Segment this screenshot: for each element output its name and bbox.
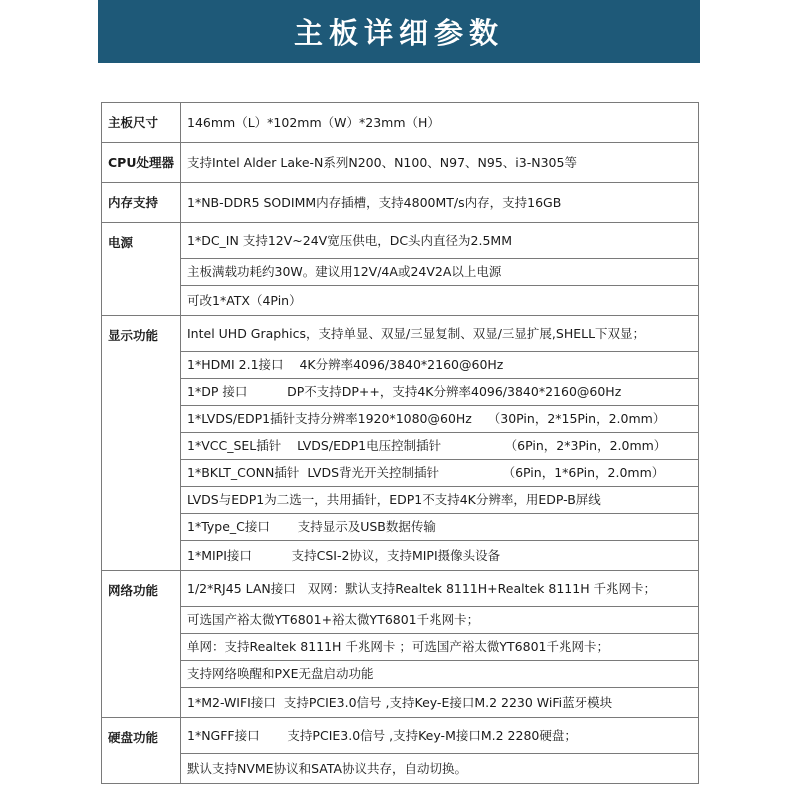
spec-value: 默认支持NVME协议和SATA协议共存，自动切换。 xyxy=(181,754,699,784)
table-row xyxy=(102,607,699,634)
table-row xyxy=(102,223,699,259)
row-label-memory: 内存支持 xyxy=(102,183,181,223)
table-row xyxy=(102,541,699,571)
title-banner xyxy=(98,0,700,63)
row-label-display: 显示功能 xyxy=(102,316,181,571)
table-row xyxy=(102,514,699,541)
table-row xyxy=(102,571,699,607)
spec-value: 1/2*RJ45 LAN接口 双网：默认支持Realtek 8111H+Realtek 8111H 千兆网卡； xyxy=(181,571,699,607)
row-label-size: 主板尺寸 xyxy=(102,103,181,143)
row-label-storage: 硬盘功能 xyxy=(102,718,181,784)
spec-value: 1*DC_IN 支持12V~24V宽压供电，DC头内直径为2.5MM xyxy=(181,223,699,259)
table-row xyxy=(102,103,699,143)
spec-table xyxy=(101,102,699,784)
spec-value: 单网：支持Realtek 8111H 千兆网卡 ；可选国产裕太微YT6801千兆网卡； xyxy=(181,634,699,661)
table-row xyxy=(102,183,699,223)
spec-value: 1*DP 接口 DP不支持DP++，支持4K分辨率4096/3840*2160@60Hz xyxy=(181,379,699,406)
table-row xyxy=(102,286,699,316)
table-row xyxy=(102,460,699,487)
table-row xyxy=(102,143,699,183)
table-row xyxy=(102,754,699,784)
spec-value: 146mm（L）*102mm（W）*23mm（H） xyxy=(181,103,699,143)
row-label-power: 电源 xyxy=(102,223,181,316)
page-title: 主板详细参数 xyxy=(293,16,504,50)
spec-value: 可选国产裕太微YT6801+裕太微YT6801千兆网卡； xyxy=(181,607,699,634)
table-row xyxy=(102,661,699,688)
spec-value: 1*LVDS/EDP1插针支持分辨率1920*1080@60Hz （30Pin，2*15Pin，2.0mm） xyxy=(181,406,699,433)
spec-value: 1*NGFF接口 支持PCIE3.0信号 ,支持Key-M接口M.2 2280硬盘； xyxy=(181,718,699,754)
spec-value: 1*M2-WIFI接口 支持PCIE3.0信号 ,支持Key-E接口M.2 2230 WiFi蓝牙模块 xyxy=(181,688,699,718)
table-row xyxy=(102,316,699,352)
table-row xyxy=(102,718,699,754)
spec-value: 1*BKLT_CONN插针 LVDS背光开关控制插针 （6Pin，1*6Pin，2.0mm） xyxy=(181,460,699,487)
spec-value: 支持Intel Alder Lake-N系列N200、N100、N97、N95、i3-N305等 xyxy=(181,143,699,183)
table-row xyxy=(102,433,699,460)
spec-value: 1*MIPI接口 支持CSI-2协议，支持MIPI摄像头设备 xyxy=(181,541,699,571)
table-row xyxy=(102,379,699,406)
row-label-cpu: CPU处理器 xyxy=(102,143,181,183)
spec-value: 1*Type_C接口 支持显示及USB数据传输 xyxy=(181,514,699,541)
table-row xyxy=(102,406,699,433)
spec-value: 主板满载功耗约30W。建议用12V/4A或24V2A以上电源 xyxy=(181,259,699,286)
spec-value: 可改1*ATX（4Pin） xyxy=(181,286,699,316)
spec-value: LVDS与EDP1为二选一，共用插针，EDP1不支持4K分辨率，用EDP-B屏线 xyxy=(181,487,699,514)
spec-value: 1*VCC_SEL插针 LVDS/EDP1电压控制插针 （6Pin，2*3Pin，2.0mm） xyxy=(181,433,699,460)
table-row xyxy=(102,352,699,379)
table-row xyxy=(102,259,699,286)
spec-value: Intel UHD Graphics，支持单显、双显/三显复制、双显/三显扩展,SHELL下双显； xyxy=(181,316,699,352)
spec-value: 1*NB-DDR5 SODIMM内存插槽，支持4800MT/s内存，支持16GB xyxy=(181,183,699,223)
table-row xyxy=(102,487,699,514)
row-label-network: 网络功能 xyxy=(102,571,181,718)
spec-value: 支持网络唤醒和PXE无盘启动功能 xyxy=(181,661,699,688)
table-row xyxy=(102,634,699,661)
spec-value: 1*HDMI 2.1接口 4K分辨率4096/3840*2160@60Hz xyxy=(181,352,699,379)
table-row xyxy=(102,688,699,718)
